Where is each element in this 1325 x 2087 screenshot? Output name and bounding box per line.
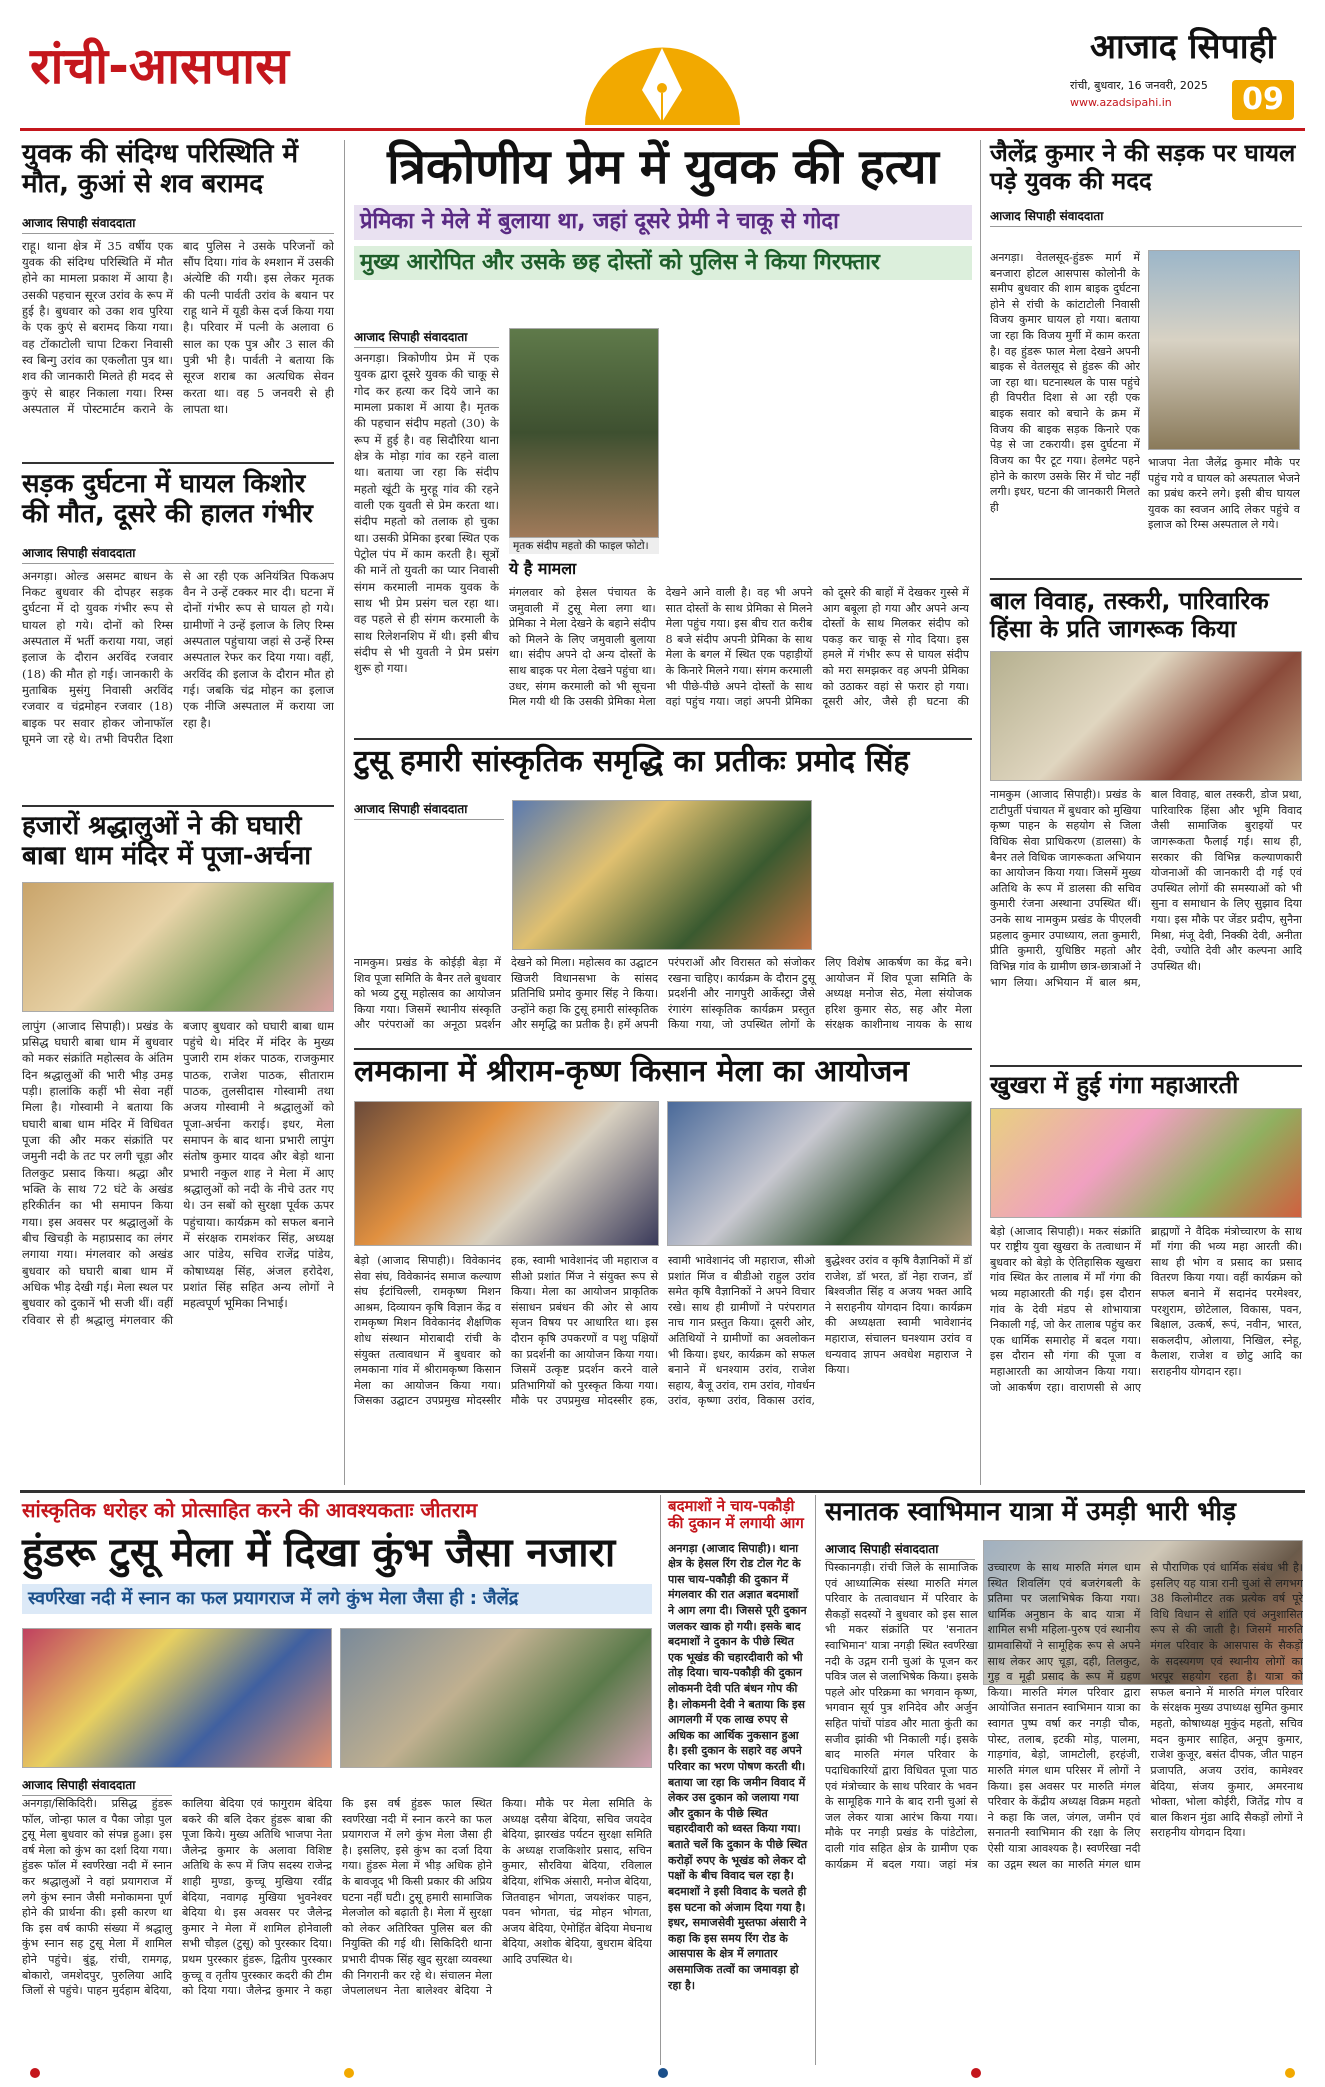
article-body: लापुंग (आजाद सिपाही)। प्रखंड के प्रसिद्ध घघारी बाबा धाम में बुधवार को मकर संक्रांति महोत्सव के अंतिम दिन श्रद्धालुओं की भारी भीड़ उमड़ पड़ी। हालांकि कहीं भी सेवा नहीं मिला है। गोस्वामी ने बताया कि घघारी बाबा धाम मंदिर में विधिवत पूजा की और मकर संक्रांति पर जमुनी नदी के तट पर लगी चूड़ा और तिलकुट प्रसाद किया। श्रद्धा और भक्ति के साथ 72 घंटे के अखंड हरिकीर्तन का भी समापन किया गया। इस अवसर पर श्रद्धालुओं के बीच खिचड़ी के महाप्रसाद का लंगर लगाया गया। मंगलवार को अखंड बुधवार को घघारी बाबा धाम में अधिक भीड़ देखी गई। मेला स्थल पर बुधवार को दुकानें भी सजी थीं। वहीं रविवार से ही श्रद्धालु मंगलवार की बजाए बुधवार को घघारी बाबा धाम पहुंचे थे। मंदिर में मंदिर के मुख्य पुजारी राम शंकर पाठक, राजकुमार पाठक, राजेश पाठक, सीताराम पाठक, तुलसीदास गोस्वामी तथा अजय गोस्वामी ने श्रद्धालुओं को पूजा-अर्चना कराई। इधर, मेला समापन के बाद थाना प्रभारी लापुंग संतोष कुमार यादव और बेड़ो थाना प्रभारी नकुल शाह ने मेला में आए श्रद्धालुओं को नदी के नीचे उतर गए थे। उन सबों को सुरक्षा पूर्वक ऊपर पहुंचाया। कार्यक्रम को सफल बनाने में संरक्षक रामशंकर सिंह, अध्यक्ष आर पांडेय, सचिव राजेंद्र पांडेय, कोषाध्यक्ष सिंह, अंजल हरोदेश, प्रशांत सिंह सहित अन्य लोगों ने महत्वपूर्ण भूमिका निभाई।: [22, 1018, 334, 1327]
headline: युवक की संदिग्ध परिस्थिति में मौत, कुआं से शव बरामद: [22, 139, 299, 199]
lead-story-murder: [354, 140, 972, 730]
dot-icon: [344, 2068, 354, 2078]
story-jailendra-help: [990, 140, 1302, 570]
tusu-dancers-photo: [22, 1628, 332, 1768]
story-ganga-aarti: [990, 1072, 1302, 1482]
headline: त्रिकोणीय प्रेम में युवक की हत्या: [387, 139, 939, 195]
byline: आजाद सिपाही संवाददाता: [22, 1776, 172, 1796]
deck-2: मुख्य आरोपित और उसके छह दोस्तों को पुलिस ने किया गिरफ्तार: [354, 246, 972, 280]
headline: टुसू हमारी सांस्कृतिक समृद्धि का प्रतीकः प्रमोद सिंह: [354, 744, 910, 779]
headline: जैलेंद्र कुमार ने की सड़क पर घायल पड़े युवक की मदद: [990, 139, 1296, 195]
story-road-accident: [22, 470, 334, 800]
story-kisan-mela: [354, 1055, 972, 1485]
article-body: पिस्कानगड़ी। रांची जिले के सामाजिक एवं आध्यात्मिक संस्था मारुति मंगल परिवार के तत्वावधान में परिवार के सैकड़ों सदस्यों ने बुधवार को इस साल भी मकर संक्रांति पर 'सनातन स्वाभिमान' यात्रा नगड़ी स्थित स्वर्णरेखा नदी के उद्गम रानी चुआं के पूजन कर पवित्र जल से जलाभिषेक किया। इसके पहले ओर परिक्रमा का भगवान कृष्ण, भगवान सूर्य पुत्र शनिदेव और अर्जुन सहित पांचों पांडव और माता कुंती का सजीव झांकी भी निकाली गई। इसके बाद मारुति मंगल परिवार के पदाधिकारियों द्वारा विधिवत पूजा पाठ एवं मंत्रोच्चार के साथ परिवार के भवन के सामूहिक गाने के बाद रानी चुआं से जल लेकर यात्रा आरंभ किया गया। मौके पर नगड़ी प्रखंड के पांडेटोला, दाली गांव सहित क्षेत्र के ग्रामीण एक कार्यक्रम में बदल गया। जहां मंत्र उच्चारण के साथ मारुति मंगल धाम स्थित शिवलिंग एवं बजरंगबली के प्रतिमा पर जलाभिषेक किया गया। धार्मिक अनुष्ठान के बाद यात्रा में शामिल सभी महिला-पुरुष एवं स्थानीय ग्रामवासियों ने सामूहिक रूप से अपने साथ लेकर आए चूड़ा, दही, तिलकुट, गुड़ व मूढ़ी प्रसाद के रूप में ग्रहण किया। मारुति मंगल परिवार द्वारा आयोजित सनातन स्वाभिमान यात्रा का स्वागत पुष्प वर्षा कर नगड़ी चौक, पोस्ट, तलाब, इटकी मोड़, पालमा, गाड़गांव, बेड़ो, जामटोली, हरहंजी, मारुति मंगल धाम परिसर में लोगों ने किया। इस अवसर पर मारुति मंगल परिवार के केंद्रीय अध्यक्ष विक्रम महतो ने कहा कि जल, जंगल, जमीन एवं सनातनी स्वाभिमान की रक्षा के लिए ऐसी यात्रा आवश्यक है। स्वर्णरेखा नदी का उद्गम स्थल का मारुति मंगल धाम से पौराणिक एवं धार्मिक संबंध भी है। इसलिए यह यात्रा रानी चुआं से लगभग 38 किलोमीटर तक प्रत्येक वर्ष पूरे विधि विधान से शांति एवं अनुशासित रूप से की जाती है। जिसमें मारुति मंगल परिवार के आसपास के सैकड़ों के सदस्यगण एवं स्थानीय लोगों का भरपूर सहयोग रहता है। यात्रा को सफल बनाने में मारुति मंगल परिवार के संरक्षक मुख्य उपाध्यक्ष सुमित कुमार महतो, कोषाध्यक्ष मुकुंद महतो, सचिव मदन कुमार साहित, अनूप कुमार, राजेश कुजूर, बसंत दीपक, जीत पाहन प्रजापति, अजय उरांव, कामेश्वर बेदिया, संजय कुमार, अमरनाथ भोक्ता, भोला कोईरी, जितेंद्र गोप व बाल किशन मुंडा आदि सैकड़ों लोगों ने सराहनीय योगदान दिया।: [825, 1561, 1303, 1871]
byline: आजाद सिपाही संवाददाता: [354, 328, 499, 348]
article-body: अनगड़ा। वेतलसूद-हुंडरू मार्ग में बनजारा होटल आसपास कोलोनी के समीप बुधवार की शाम बाइक दुर्घटना होने से रांची के कांटाटोली निवासी विजय कुमार घायल हो गया। बताया जा रहा कि विजय मुर्गी में काम करता है। वह हुंडरू फाल मेला देखने अपनी बाइक से वेतलसूद से हुंडरू की ओर जा रहा था। घटनास्थल के पास पहुंचे ही विपरीत दिशा से आ रही एक बाइक सवार को बचाने के क्रम में विजय की बाइक सड़क किनारे एक पेड़ से जा टकरायी। इस दुर्घटना में विजय का पैर टूट गया। हेलमेट पहने होने के कारण उसके सिर में चोट नहीं लगी। इधर, घटना की जानकारी मिलते ही: [990, 251, 1140, 514]
article-body: राहू। थाना क्षेत्र में 35 वर्षीय एक युवक की संदिग्ध परिस्थिति में मौत होने का मामला प्रकाश में आया है। उसकी पहचान सूरज उरांव के रूप में हुई है। बुधवार को उका शव पुरिया के एक कुएं से बरामद किया गया। वह टोंकाटोली चापा टिकरा निवासी स्व बिन्गु उरांव का एकलौता पुत्र था। शव की जानकारी मिलते ही मदद से कुएं से बाहर निकाला गया। रिम्स अस्पताल में पोस्टमार्टम कराने के बाद पुलिस ने उसके परिजनों को सौंप दिया। गांव के श्मशान में उसकी अंत्येष्टि की गयी। इस लेकर मृतक की पत्नी पार्वती उरांव के बयान पर राहू थाने में यूडी केस दर्ज किया गया है। परिवार में पत्नी के अलावा 6 साल का एक पुत्र और 3 साल की पुत्री भी है। पार्वती ने बताया कि सूरज शराब का अत्यधिक सेवन करता था। वह 5 जनवरी से ही लापता था।: [22, 238, 334, 417]
article-body: नामकुम (आजाद सिपाही)। प्रखंड के टाटीपुर्ती पंचायत में बुधवार को मुखिया कृष्ण पाहन के सहयोग से जिला विधिक सेवा प्राधिकरण (डालसा) के बैनर तले विधिक जागरूकता अभियान का आयोजन किया गया। जिसमें मुख्य अतिथि के रूप में डालसा की सचिव कुमारी रंजना अस्थाना उपस्थित थीं। उनके साथ नामकुम प्रखंड के पीएलवी प्रहलाद कुमार उपाध्याय, लता कुमारी, प्रीति कुमारी, युधिष्ठिर महतो और विभिन्न गांव के ग्रामीण छात्र-छात्राओं ने भाग लिया। अभियान में बाल श्रम, बाल विवाह, बाल तस्करी, डोज प्रथा, पारिवारिक हिंसा और भूमि विवाद जैसी सामाजिक बुराइयों पर जागरूकता फैलाई गई। साथ ही, सरकार की विभिन्न कल्याणकारी योजनाओं की जानकारी दी गई एवं उपस्थित लोगों की समस्याओं को भी सुना व समाधान के लिए सुझाव दिया गया। इस मौके पर जेंडर प्रदीप, सुनैना मिश्रा, मंजू देवी, निक्की देवी, अनीता देवी, ज्योति देवी और कल्पना आदि उपस्थित थी।: [990, 788, 1302, 989]
dot-icon: [658, 2068, 668, 2078]
inauguration-photo: [354, 1101, 659, 1246]
article-body: अनगड़ा। ओल्ड असमट बाधन के निकट बुधवार की दोपहर सड़क दुर्घटना में दो युवक गंभीर रूप से घायल हो गये। दोनों को रिम्स अस्पताल में भर्ती कराया गया, जहां इलाज के दौरान अरविंद रजवार (18) की मौत हो गई। जानकारी के मुताबिक मुसंगु निवासी अरविंद रजवार व चंद्रमोहन रजवार (18) बाइक पर सवार होकर जोनाफॉल घूमने जा रहे थे। तभी विपरीत दिशा से आ रही एक अनियंत्रित पिकअप वैन ने उन्हें टक्कर मार दी। घटना में दोनों गंभीर रूप से घायल हो गये। ग्रामीणों ने उन्हें इलाज के लिए रिम्स अस्पताल पहुंचाया जहां से उन्हें रिम्स अस्पताल रेफर कर दिया गया। वहीं, अरविंद की इलाज के दौरान मौत हो गई। जबकि चंद्र मोहन का इलाज एक नीजि अस्पताल में कराया जा रहा है।: [22, 568, 334, 747]
story-shop-fire: [668, 1498, 808, 2063]
byline: आजाद सिपाही संवाददाता: [22, 544, 334, 564]
subhead: ये है मामला: [509, 559, 577, 578]
byline: आजाद सिपाही संवाददाता: [22, 214, 334, 234]
dot-icon: [971, 2068, 981, 2078]
headline: बाल विवाह, तस्करी, पारिवारिक हिंसा के प्रति जागरूक किया: [990, 587, 1269, 643]
photo-caption: भाजपा नेता जैलेंद्र कुमार मौके पर पहुंच गये व घायल को अस्पताल भेजने का प्रबंध करने लगे। इसी बीच घायल युवक का स्वजन आदि लेकर पहुंचे व इलाज को रिम्स अस्पताल ले गये।: [1148, 456, 1300, 532]
article-body: बेड़ो (आजाद सिपाही)। विवेकानंद सेवा संघ, विवेकानंद समाज कल्याण संघ ईटांचिल्ली, रामकृष्ण मिशन आश्रम, दिव्यायन कृषि विज्ञान केंद्र व रामकृष्ण मिशन विवेकानंद शैक्षणिक शोध संस्थान मोराबादी रांची के संयुक्त तत्वावधान में बुधवार को लमकाना गांव में श्रीरामकृष्ण किसान मेला का आयोजन किया गया। जिसका उद्घाटन उपप्रमुख मोदस्सीर हक, स्वामी भावेशानंद जी महाराज व सीओ प्रशांत मिंज ने संयुक्त रूप से किया। मेला का आयोजन प्राकृतिक संसाधन प्रबंधन की ओर से आय सृजन विषय पर आधारित था। इस दौरान कृषि उपकरणों व पशु पक्षियों का प्रदर्शनी का आयोजन किया गया। जिसमें उत्कृष्ट प्रदर्शन करने वाले प्रतिभागियों को पुरस्कृत किया गया। मौके पर उपप्रमुख मोदस्सीर हक, स्वामी भावेशानंद जी महाराज, सीओ प्रशांत मिंज व बीडीओ राहुल उरांव समेत कृषि वैज्ञानिकों ने अपने विचार रखे। साथ ही ग्रामीणों ने परंपरागत नाच गान प्रस्तुत किया। दूसरी ओर, अतिथियों ने ग्रामीणों का अवलोकन भी किया। इधर, कार्यक्रम को सफल बनाने में धनश्याम उरांव, राजेश सहाय, बैजू उरांव, राम उरांव, गोवर्धन उरांव, कृष्णा उरांव, विकास उरांव, बुद्धेश्वर उरांव व कृषि वैज्ञानिकों में डॉ राजेश, डॉ भरत, डॉ नेहा राजन, डॉ बिश्वजीत सिंह व अजय भक्त आदि ने सराहनीय योगदान दिया। कार्यक्रम की अध्यक्षता स्वामी भावेशानंद महाराज, संचालन घनश्याम उरांव व धन्यवाद ज्ञापन अवधेश महाराज ने किया।: [354, 1254, 972, 1408]
dateline: रांची, बुधवार, 16 जनवरी, 2025: [1070, 79, 1208, 92]
photo-caption: मृतक संदीप महतो की फाइल फोटो।: [509, 538, 659, 554]
pen-nib-logo-icon: [580, 30, 745, 125]
headline: खुखरा में हुई गंगा महाआरती: [990, 1071, 1239, 1099]
deck: स्वर्णरेखा नदी में स्नान का फल प्रयागराज में लगे कुंभ मेला जैसा ही : जैलेंद्र: [22, 1584, 652, 1614]
temple-crowd-photo: [22, 882, 334, 1012]
headline: हजारों श्रद्धालुओं ने की घघारी बाबा धाम मंदिर में पूजा-अर्चना: [22, 811, 312, 871]
story-ghaghari-temple: [22, 812, 334, 1482]
byline: आजाद सिपाही संवाददाता: [354, 800, 504, 820]
website: www.azadsipahi.in: [1070, 96, 1172, 109]
deck-1: प्रेमिका ने मेले में बुलाया था, जहां दूसरे प्रेमी ने चाकू से गोदा: [354, 205, 972, 239]
footer-dots: [30, 2068, 1295, 2080]
article-body-1: अनगड़ा। त्रिकोणीय प्रेम में एक युवक द्वारा दूसरे युवक की चाकू से गोद कर हत्या कर दिये जाने का मामला प्रकाश में आया है। मृतक की पहचान संदीप महतो (30) के रूप में हुई है। वह सिदौरिया थाना क्षेत्र के मोड़ा गांव का रहने वाला था। बताया जा रहा कि संदीप महतो खूंटी के मुरहू गांव की रहने वाली एक युवती से प्रेम करता था। संदीप महतो को तलाक हो चुका था। उसकी प्रेमिका इरबा स्थित एक पेट्रोल पंप में काम करती है। सूत्रों की मानें तो युवती का प्यार निवासी संगम करमाली नामक युवक के साथ भी प्रेम प्रसंग चल रहा था। वह पहले से ही संगम करमाली के साथ रिलेशनशिप में थी। इसी बीच संदीप से भी युवती ने प्रेम प्रसंग शुरू हो गया।: [354, 351, 499, 676]
story-tusu-pramod: [354, 745, 972, 1045]
story-suspicious-death: [22, 140, 334, 452]
article-body: अनगड़ा (आजाद सिपाही)। थाना क्षेत्र के हेसल रिंग रोड टोल गेट के पास चाय-पकौड़ी की दुकान में मंगलवार की रात अज्ञात बदमाशों ने आग लगा दी। जिससे पूरी दुकान जलकर खाक हो गयी। इसके बाद बदमाशों ने दुकान के पीछे स्थित एक भूखंड की चहारदीवारी को भी तोड़ दिया। चाय-पकौड़ी की दुकान लोकमनी देवी पति बंधन गोप की है। लोकमनी देवी ने बताया कि इस आगलगी में एक लाख रुपए से अधिक का आर्थिक नुकसान हुआ है। इसी दुकान के सहारे वह अपने परिवार का भरण पोषण करती थी। बताया जा रहा कि जमीन विवाद में लेकर उस दुकान को जलाया गया और दुकान के पीछे स्थित चहारदीवारी को ध्वस्त किया गया। बताते चलें कि दुकान के पीछे स्थित करोड़ों रुपए के भूखंड को लेकर दो पक्षों के बीच विवाद चल रहा है। बदमाशों ने इसी विवाद के चलते ही इस घटना को अंजाम दिया गया है। इधर, समाजसेवी मुस्तफा अंसारी ने कहा कि इस समय रिंग रोड के आसपास के क्षेत्र में लगातार असमाजिक तत्वों का जमावड़ा हो रहा है।: [668, 1541, 808, 1992]
headline: बदमाशों ने चाय-पकौड़ी की दुकान में लगायी आग: [668, 1497, 804, 1533]
injured-youth-photo: [1148, 250, 1300, 450]
headline: हुंडरू टुसू मेला में दिखा कुंभ जैसा नजारा: [22, 1530, 616, 1576]
article-body: बेड़ो (आजाद सिपाही)। मकर संक्रांति पर राष्ट्रीय युवा खुखरा के तत्वाधान में बुधवार को बेड़ो के ऐतिहासिक खुखरा गांव स्थित केर तालाब में माँ गंगा की भव्य महाआरती की गई। इस दौरान गांव के देवी मंडप से शोभायात्रा निकाली गई, जो केर तालाब पहुंच कर एक धार्मिक समारोह में बदल गया। इस दौरान सौ गंगा की पूजा व महाआरती का आयोजन किया गया। जो आकर्षण रहा। वाराणसी से आए ब्राह्मणों ने वैदिक मंत्रोच्चारण के साथ माँ गंगा की भव्य महा आरती की। साथ ही भोग व प्रसाद का प्रसाद वितरण किया गया। वहीं कार्यक्रम को सफल बनाने में सदानंद परमेश्वर, परशुराम, छोटेलाल, विकास, पवन, बिक्षाल, उत्कर्ष, रूपं, नवीन, भारत, सकलदीप, ओलाया, निखिल, स्नेहू, कैलाश, राजेश व छोटु आदि का सराहनीय योगदान रहा।: [990, 1224, 1302, 1394]
headline: सड़क दुर्घटना में घायल किशोर की मौत, दूसरे की हालत गंभीर: [22, 469, 313, 529]
dot-icon: [30, 2068, 40, 2078]
kicker: सांस्कृतिक धरोहर को प्रोत्साहित करने की आवश्यकताः जीतराम: [22, 1498, 478, 1522]
article-body: अनगड़ा/सिकिदिरी। प्रसिद्ध हुंडरू फॉल, जोन्हा फाल व पैका जोड़ा पुल टुसू मेला बुधवार को संपन्न हुआ। इस वर्ष मेला को कुंभ का दर्शा दिया गया। हुंडरू फॉल में स्वर्णरेखा नदी में स्नान कर श्रद्धालुओं ने वहां प्रयागराज में लगे कुंभ स्नान जैसी मनोकामना पूर्ण होने की प्रार्थना की। इसी कारण था कि इस वर्ष काफी संख्या में श्रद्धालु कुंभ स्नान सह टुसू मेला में शामिल होने पहुंचे। बुंडू, रांची, रामगढ़, बोकारो, जमशेदपुर, पुरुलिया आदि जिलों से पहुंचे। पाहन मुर्दहाम बेदिया, कालिया बेदिया एवं फागुराम बेदिया बकरे की बलि देकर हुंडरू बाबा की पूजा किये। मुख्य अतिथि भाजपा नेता जैलेन्द्र कुमार के अलावा विशिष्ट अतिथि के रूप में जिप सदस्य राजेन्द्र शाही मुण्डा, कुच्चू मुखिया रवींद्र बेदिया, नवागढ़ मुखिया भुवनेश्वर बेदिया थे। इस अवसर पर जैलेन्द्र कुमार ने मेला में शामिल होनेवाली सभी चौड़ल (टुसू) को पुरस्कार दिया। प्रथम पुरस्कार हुंडरू, द्वितीय पुरस्कार कुच्चू व तृतीय पुरस्कार कदरी की टीम को दिया गया। जैलेन्द्र कुमार ने कहा कि इस वर्ष हुंडरू फाल स्थित स्वर्णरेखा नदी में स्नान करने का फल प्रयागराज में लगे कुंभ मेला जैसा ही है। इसलिए, इसे कुंभ का दर्जा दिया गया। हुंडरू मेला में भीड़ अधिक होने के बावजूद भी किसी प्रकार की अप्रिय घटना नहीं घटी। टुसू हमारी सामाजिक मेलजोल को बढ़ाती है। मेला में सुरक्षा को लेकर अतिरिक्त पुलिस बल की नियुक्ति की गई थी। सिकिदिरी थाना प्रभारी दीपक सिंह खुद सुरक्षा व्यवस्था की निगरानी कर रहे थे। संचालन मेला जेपलालधन नेता बालेश्वर बेदिया ने किया। मौके पर मेला समिति के अध्यक्ष दसैया बेदिया, सचिव जयदेव बेदिया, झारखंड पर्यटन सुरक्षा समिति के अध्यक्ष राजकिशोर प्रसाद, सचिन कुमार, सौरविया बेदिया, रविलाल बेदिया, शंभिक अंसारी, मनोज बेदिया, जितवाहन भोगता, जयशंकर पाहन, पवन भोगता, चंद्र मोहन भोगता, अजय बेदिया, ऐमोहिंत बेदिया मेघनाथ बेदिया, अशोक बेदिया, बुधराम बेदिया आदि उपस्थित थे।: [22, 1797, 652, 1998]
human-pyramid-photo: [667, 1101, 972, 1246]
hundru-crowd-photo: [340, 1628, 652, 1768]
ganga-aarti-photo: [990, 1108, 1302, 1218]
article-body: नामकुम। प्रखंड के कोईड़ी बेड़ा में शिव पूजा समिति के बैनर तले बुधवार को भव्य टुसू महोत्सव का आयोजन किया गया। जिसमें स्थानीय संस्कृति और परंपराओं का अनूठा प्रदर्शन देखने को मिला। महोत्सव का उद्घाटन खिजरी विधानसभा के सांसद प्रतिनिधि प्रमोद कुमार सिंह ने किया। उन्होंने कहा कि टुसू हमारी सांस्कृतिक और समृद्धि का प्रतीक है। हमें अपनी परंपराओं और विरासत को संजोकर रखना चाहिए। कार्यक्रम के दौरान टुसू प्रदर्शनी और नागपुरी आर्केस्ट्रा जैसे रंगारंग सांस्कृतिक कार्यक्रम प्रस्तुत किया गया, जो उपस्थित लोगों के लिए विशेष आकर्षण का केंद्र बने। आयोजन में शिव पूजा समिति के अध्यक्ष मनोज सेठ, मेला संयोजक हरिश कुमार सेठ, सह और मेला संरक्षक काशीनाथ नायक के साथ: [354, 956, 972, 1032]
story-sanatan-yatra: [825, 1498, 1303, 2063]
byline: आजाद सिपाही संवाददाता: [990, 207, 1302, 227]
article-body-2: मंगलवार को हेसल पंचायत के जमुवाली में टुसू मेला लगा था। प्रेमिका ने मेला देखने के बहाने संदीप को मिलने के लिए जमुवाली बुलाया था। संदीप अपने दो अन्य दोस्तों के साथ बाइक पर मेला देखने पहुंचा था। उधर, संगम करमाली को भी सूचना मिल गयी थी कि उसकी प्रेमिका मेला देखने आने वाली है। वह भी अपने सात दोस्तों के साथ प्रेमिका से मिलने मेला पहुंच गया। इस बीच रात करीब 8 बजे संदीप अपनी प्रेमिका के साथ मेला के बगल में स्थित एक पहाड़ीयों के किनारे मिलने गया। संगम करमाली भी पीछे-पीछे अपने दोस्तों के साथ वहां पहुंच गया। जहां अपनी प्रेमिका को दूसरे की बाहों में देखकर गुस्से में आग बबूला हो गया और अपने अन्य दोस्तों के साथ मिलकर संदीप को पकड़ कर चाकू से गोद दिया। इस हमले में गंभीर रूप से घायल संदीप को मरा समझकर वह अपनी प्रेमिका को उठाकर वहां से फरार हो गया। दूसरी ओर, जैसे ही घटना की: [509, 586, 969, 709]
byline: आजाद सिपाही संवाददाता: [825, 1540, 975, 1560]
dot-icon: [1285, 2068, 1295, 2078]
masthead: [0, 0, 1325, 130]
page-number: 09: [1232, 80, 1294, 120]
paper-name: आजाद सिपाही: [1090, 27, 1276, 67]
story-hundru-tusu: [22, 1498, 652, 2063]
story-awareness-drive: [990, 588, 1302, 1058]
victim-photo: [509, 328, 659, 538]
headline: सनातक स्वाभिमान यात्रा में उमड़ी भारी भीड़: [825, 1497, 1237, 1527]
awareness-meeting-photo: [990, 651, 1302, 781]
section-title: रांची-आसपास: [30, 37, 289, 95]
headline: लमकाना में श्रीराम-कृष्ण किसान मेला का आयोजन: [354, 1054, 910, 1089]
